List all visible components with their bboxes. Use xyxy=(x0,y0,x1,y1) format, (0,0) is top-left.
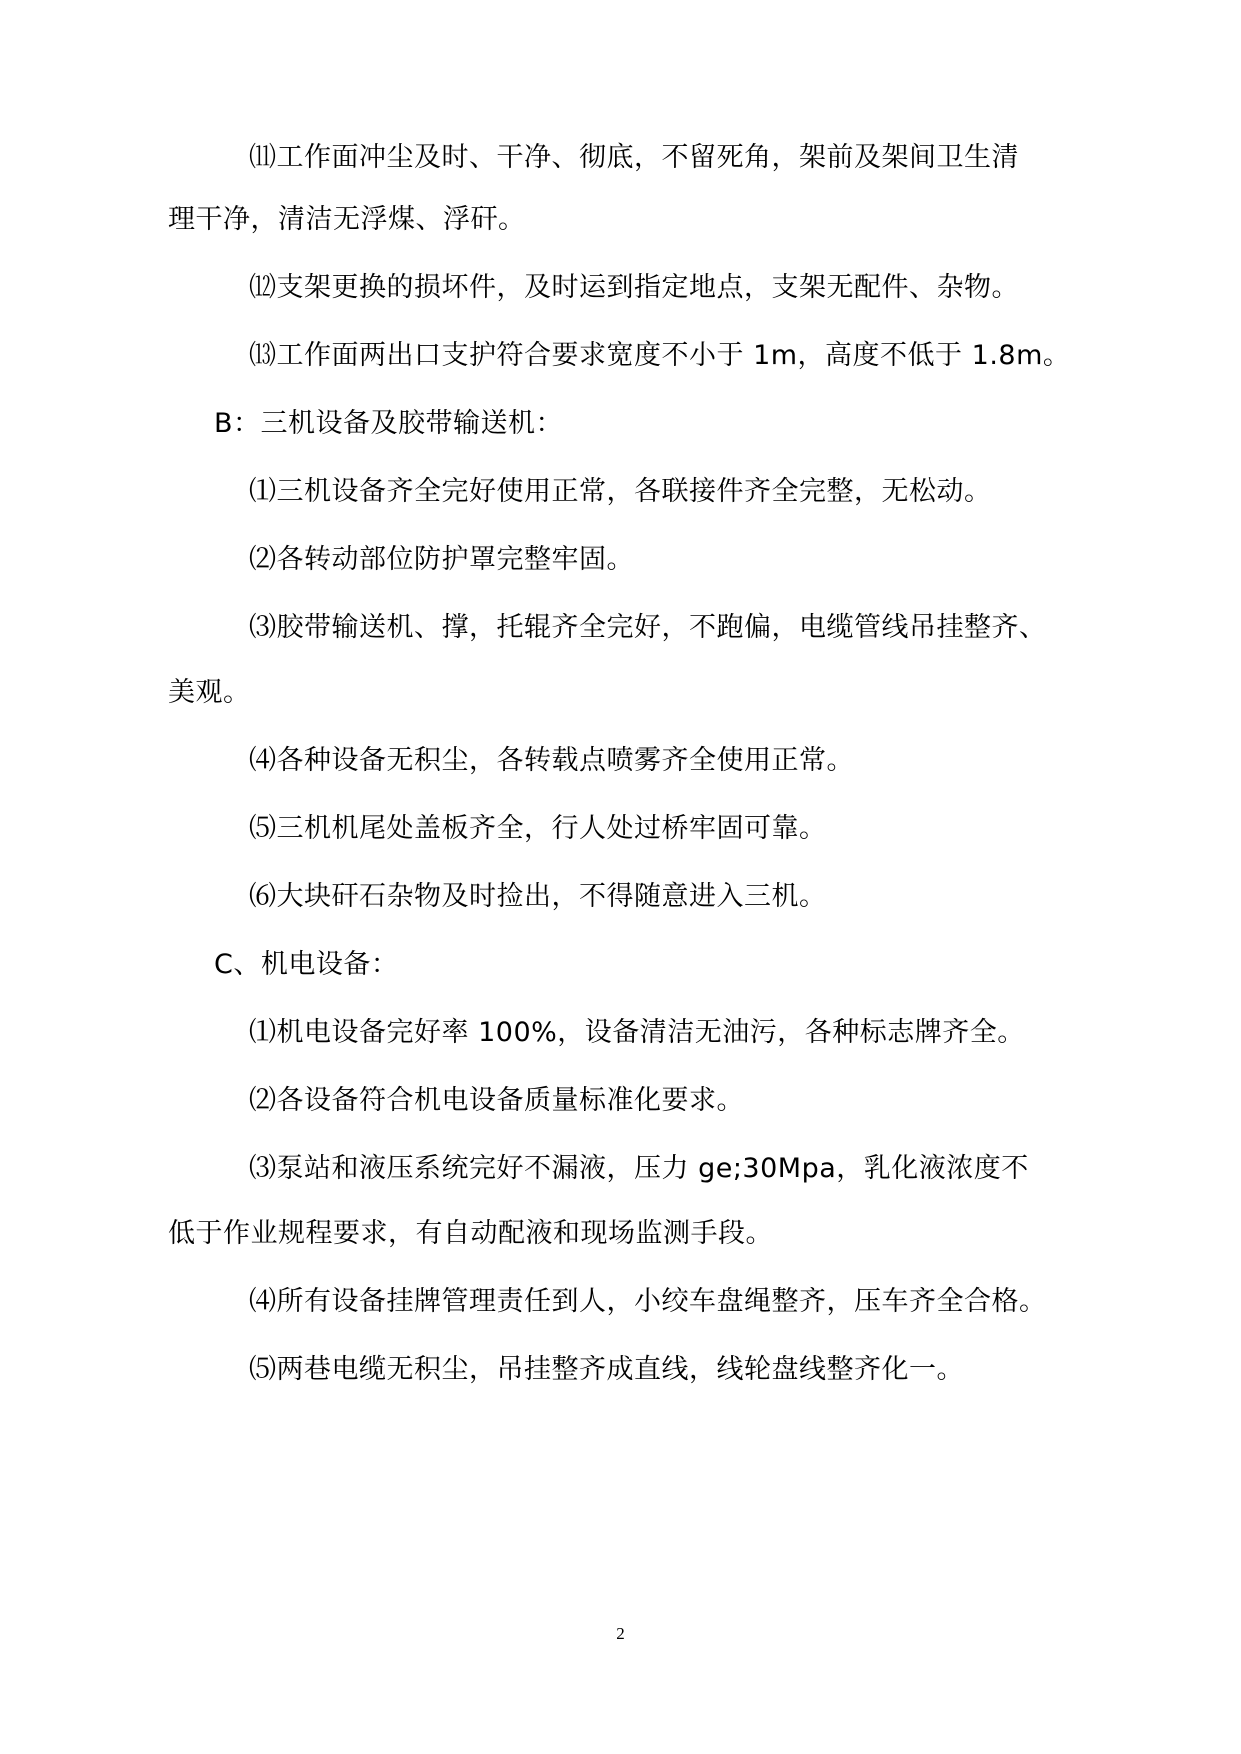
text-line: ⑿支架更换的损坏件，及时运到指定地点，支架无配件、杂物。 xyxy=(249,272,1019,303)
text-line: ⒀工作面两出口支护符合要求宽度不小于 1m，高度不低于 1.8m。 xyxy=(249,340,1071,371)
text-line: ⑸两巷电缆无积尘，吊挂整齐成直线，线轮盘线整齐化一。 xyxy=(249,1354,964,1385)
text-line: ⑵各设备符合机电设备质量标准化要求。 xyxy=(249,1085,744,1116)
text-line: ⑹大块矸石杂物及时捡出，不得随意进入三机。 xyxy=(249,881,827,912)
text-line: 理干净，清洁无浮煤、浮矸。 xyxy=(168,204,526,235)
text-line: 低于作业规程要求，有自动配液和现场监测手段。 xyxy=(168,1218,773,1249)
text-line: ⑸三机机尾处盖板齐全，行人处过桥牢固可靠。 xyxy=(249,813,827,844)
text-line: ⑵各转动部位防护罩完整牢固。 xyxy=(249,544,634,575)
text-line: ⑴机电设备完好率 100%，设备清洁无油污，各种标志牌齐全。 xyxy=(249,1017,1025,1048)
text-line: 美观。 xyxy=(168,677,251,708)
text-line: ⑷所有设备挂牌管理责任到人，小绞车盘绳整齐，压车齐全合格。 xyxy=(249,1286,1047,1317)
section-heading: C、机电设备： xyxy=(214,949,399,980)
page-number: 2 xyxy=(616,1624,625,1643)
text-line: ⑶胶带输送机、撑，托辊齐全完好，不跑偏，电缆管线吊挂整齐、 xyxy=(249,612,1047,643)
text-line: ⑴三机设备齐全完好使用正常，各联接件齐全完整，无松动。 xyxy=(249,476,992,507)
section-heading: B：三机设备及胶带输送机： xyxy=(214,408,564,439)
text-line: ⑶泵站和液压系统完好不漏液，压力 ge;30Mpa，乳化液浓度不 xyxy=(249,1153,1029,1184)
text-line: ⑾工作面冲尘及时、干净、彻底，不留死角，架前及架间卫生清 xyxy=(249,142,1019,173)
text-line: ⑷各种设备无积尘，各转载点喷雾齐全使用正常。 xyxy=(249,745,854,776)
